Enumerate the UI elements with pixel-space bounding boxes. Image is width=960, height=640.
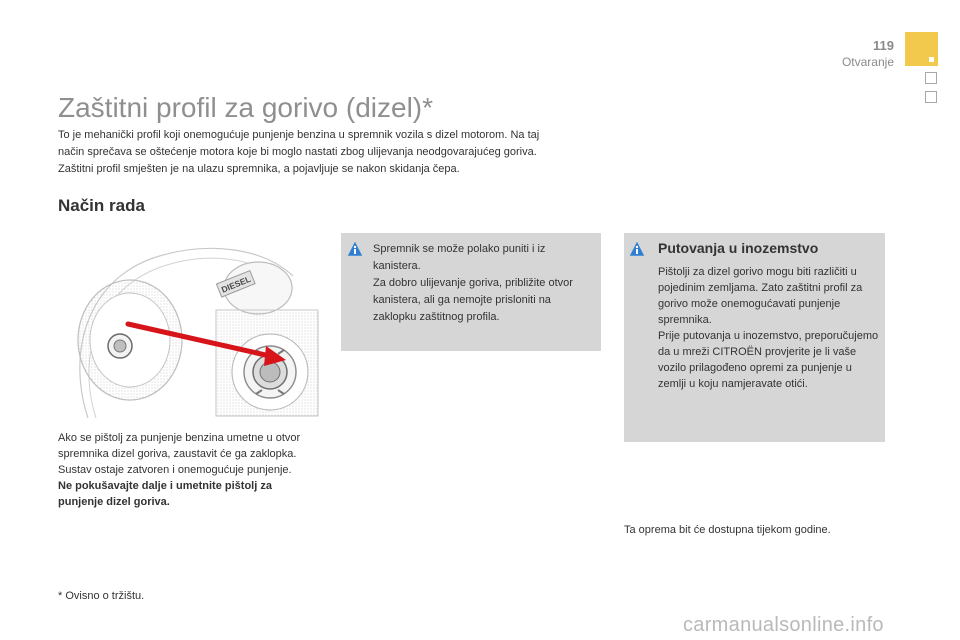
description-body: Ako se pištolj za punjenje benzina umetne u otvor spremnika dizel goriva, zaustavit će ga zaklopka. Sustav ostaje zatvoren i onemogućuje punjenje. <box>58 432 301 476</box>
diesel-label: DIESEL <box>219 273 253 295</box>
chapter-tab-empty-2[interactable] <box>925 91 937 103</box>
description-text <box>58 430 308 510</box>
chapter-tab-empty-1[interactable] <box>925 72 937 84</box>
watermark: carmanualsonline.info <box>683 614 884 636</box>
travel-paragraph-1: Pištolji za dizel gorivo mogu biti različiti u pojedinim zemljama. Zato zaštitni profil za gorivo može onemogućavati punjenje spremnika. <box>658 266 863 326</box>
intro-text <box>58 127 618 178</box>
page-number: 119 <box>873 38 894 53</box>
info-line-2: Za dobro ulijevanje goriva, približite otvor kanistera, ali ga nemojte prisloniti na zaklopku zaštitnog profila. <box>373 277 573 323</box>
info-icon <box>629 241 645 257</box>
fuel-filler-illustration <box>58 228 320 418</box>
info-icon <box>347 241 363 257</box>
description-warning: Ne pokušavajte dalje i umetnite pištolj za punjenje dizel goriva. <box>58 480 272 508</box>
info-box-travel <box>624 233 885 442</box>
info-text <box>373 241 595 326</box>
travel-box-text <box>658 264 880 392</box>
section-subheading: Način rada <box>58 196 145 215</box>
info-line-1: Spremnik se može polako puniti i iz kanistera. <box>373 243 546 272</box>
intro-line-3: Zaštitni profil smješten je na ulazu spremnika, a pojavljuje se nakon skidanja čepa. <box>58 163 460 175</box>
page-title: Zaštitni profil za gorivo (dizel)* <box>58 92 434 123</box>
availability-note: Ta oprema bit će dostupna tijekom godine. <box>624 524 831 536</box>
chapter-tab-active[interactable] <box>905 32 938 66</box>
intro-line-1: To je mehanički profil koji onemogućuje punjenje benzina u spremnik vozila s dizel motorom. Na taj <box>58 129 540 141</box>
intro-line-2: način sprečava se oštećenje motora koje bi moglo nastati zbog ulijevanja neodgovarajućeg goriva. <box>58 146 537 158</box>
info-box-canister <box>341 233 601 351</box>
section-name: Otvaranje <box>841 55 894 69</box>
fuel-filler-drawing <box>58 228 320 418</box>
travel-box-title: Putovanja u inozemstvo <box>658 240 819 256</box>
travel-paragraph-2: Prije putovanja u inozemstvo, preporučujemo da u mreži CITROËN provjerite je li vaše vozilo prilagođeno opremi za punjenje u zemlji u koju namjeravate otići. <box>658 330 879 390</box>
footnote: * Ovisno o tržištu. <box>58 590 145 602</box>
